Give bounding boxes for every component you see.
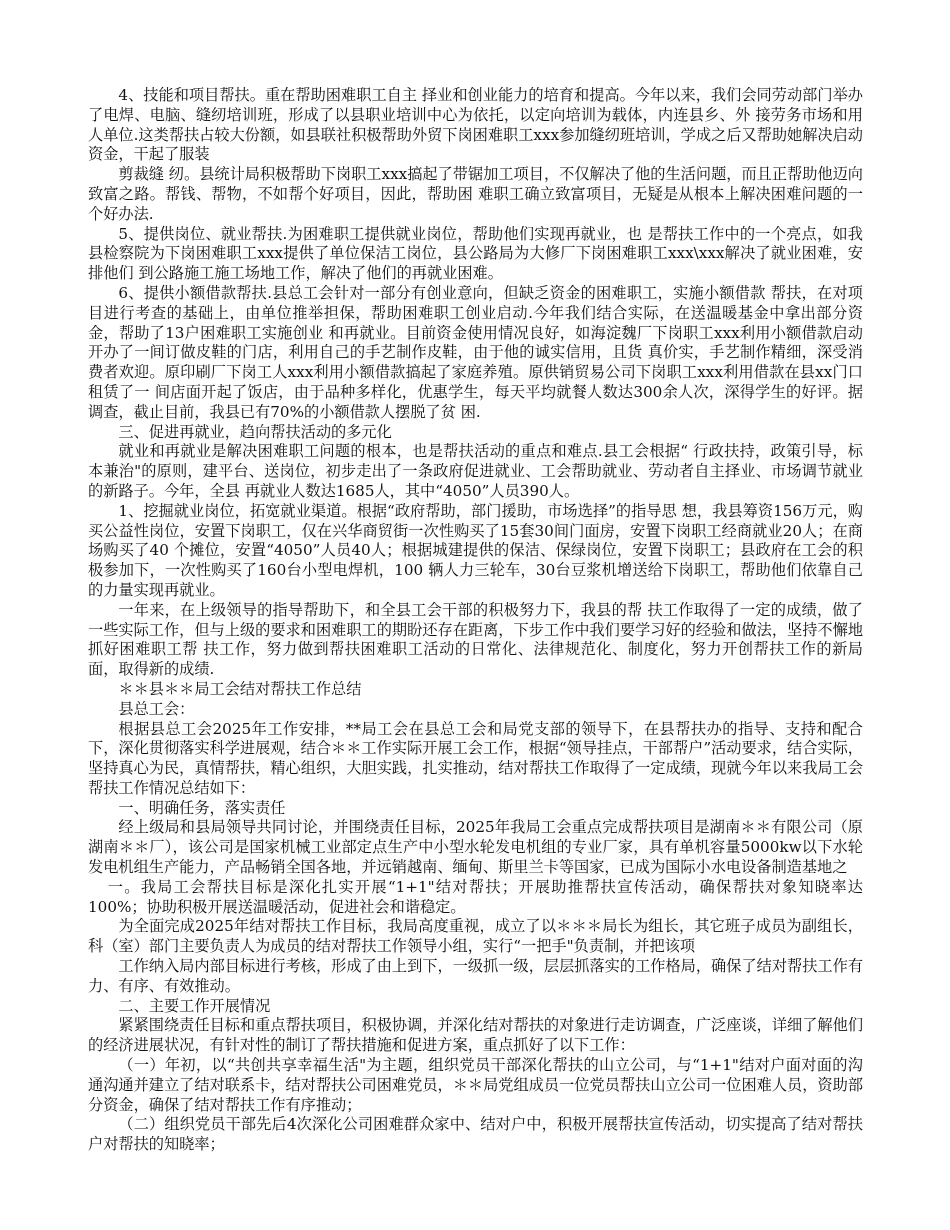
paragraph-item-one: （一）年初，以“共创共享幸福生活"为主题，组织党员干部深化帮扶的山立公司，与“1+1"结对户面对面的沟通沟通并建立了结对联系卡，结对帮扶公司困难党员，＊＊局党组成员一位党员帮扶山立公司一位困难人员，资助部分资金，确保了结对帮扶工作有序推动； — [88, 1056, 863, 1114]
section-heading-reemployment: 三、促进再就业，趋向帮扶活动的多元化 — [118, 422, 392, 441]
paragraph-work-plan: 根据县总工会2025年工作安排，**局工会在县总工会和局党支部的领导下，在县帮扶办的指导、支持和配合下，深化贯彻落实科学进展观，结合＊＊工作实际开展工会工作，根据“领导挂点，干部帮户”活动要求，结合实际，坚持真心为民，真情帮扶，精心组织，大胆实践，扎实推动，结对帮扶工作取得了一定成绩，现就今年以来我局工会帮扶工作情况总结如下： — [88, 719, 863, 797]
section-heading-tasks: 一、明确任务，落实责任 — [118, 798, 286, 817]
paragraph-assessment: 工作纳入局内部目标进行考核，形成了由上到下，一级抓一级，层层抓落实的工作格局，确保了结对帮扶工作有力、有序、有效推动。 — [88, 957, 863, 995]
paragraph-reemployment-intro: 就业和再就业是解决困难职工问题的根本，也是帮扶活动的重点和难点.县工会根据“ 行政扶持，政策引导，标本兼治"的原则，建平台、送岗位，初步走出了一条政府促进就业、工会帮助就业、劳动者自主择业、市场调节就业的新路子。今年，全县 再就业人数达1685人，其中“4050”人员390人。 — [88, 442, 863, 500]
paragraph-job-channels: 1、挖掘就业岗位，拓宽就业渠道。根据“政府帮助，部门援助，市场选择”的指导思 想，我县筹资156万元，购买公益性岗位，安置下岗职工，仅在兴华商贸街一次性购买了15套30间门面房，安置下岗职工经商就业20人；在商场购买了40 个摊位，安置“4050”人员40人；根据城建提供的保洁、保绿岗位，安置下岗职工；县政府在工会的积极参加下，一次性购买了160台小型电焊机，100 辆人力三轮车，30台豆浆机增送给下岗职工，帮助他们依靠自己的力量实现再就业。 — [88, 501, 863, 599]
document-title-second: ＊＊县＊＊局工会结对帮扶工作总结 — [118, 679, 362, 698]
section-heading-main-work: 二、主要工作开展情况 — [118, 996, 271, 1015]
paragraph-job-support: 5、提供岗位、就业帮扶.为困难职工提供就业岗位，帮助他们实现再就业，也 是帮扶工作中的一个亮点，如我县检察院为下岗困难职工xxx提供了单位保洁工岗位，县公路局为大修厂下岗困难职工xxx\xxx解决了就业困难，安排他们 到公路施工施工场地工作，解决了他们的再就业困难。 — [88, 224, 863, 283]
paragraph-year-summary: 一年来，在上级领导的指导帮助下，和全县工会干部的积极努力下，我县的帮 扶工作取得了一定的成绩，做了一些实际工作，但与上级的要求和困难职工的期盼还存在距离，下步工作中我们要学习好的经验和做法，坚持不懈地抓好困难职工帮 扶工作，努力做到帮扶困难职工活动的日常化、法律规范化、制度化，努力开创帮扶工作的新局面，取得新的成绩. — [88, 600, 863, 679]
paragraph-skills-support: 4、技能和项目帮扶。重在帮助困难职工自主 择业和创业能力的培育和提高。今年以来，我们会同劳动部门举办了电焊、电脑、缝纫培训班，形成了以县职业培训中心为依托，以定向培训为载体，内连县乡、外 接劳务市场和用人单位.这类帮扶占较大份额，如县联社积极帮助外贸下岗困难职工xxx参加缝纫班培训，学成之后又帮助她解决启动资金，干起了服装 — [88, 86, 863, 164]
paragraph-support-goals: 一。我局工会帮扶目标是深化扎实开展“1+1"结对帮扶；开展助推帮扶宣传活动，确保帮扶对象知晓率达100%；协助积极开展送温暖活动，促进社会和谐稳定。 — [88, 877, 863, 916]
paragraph-company-profile: 经上级局和县局领导共同讨论，并围绕责任目标，2025年我局工会重点完成帮扶项目是湖南＊＊有限公司（原湖南＊＊厂），该公司是国家机械工业部定点生产中小型水轮发电机组的专业厂家，具有单机容量5000kw以下水轮发电机组生产能力，产品畅销全国各地，并远销越南、缅甸、斯里兰卡等国家，已成为国际小水电设备制造基地之 — [88, 818, 863, 877]
paragraph-leadership-group: 为全面完成2025年结对帮扶工作目标，我局高度重视，成立了以＊＊＊局长为组长，其它班子成员为副组长，科（室）部门主要负责人为成员的结对帮扶工作领导小组，实行“一把手"负责制，并把该项 — [88, 917, 863, 956]
salutation: 县总工会： — [118, 699, 195, 718]
paragraph-microloan-support: 6、提供小额借款帮扶.县总工会针对一部分有创业意向，但缺乏资金的困难职工，实施小额借款 帮扶，在对项目进行考查的基础上，由单位推举担保，帮助困难职工创业启动.今年我们结合实际，在送温暖基金中拿出部分资金，帮助了13户困难职工实施创业 和再就业。目前资金使用情况良好，如海淀魏厂下岗职工xxx利用小额借款启动开办了一间订做皮鞋的门店，利用自己的手艺制作皮鞋，由于他的诚实信用，且货 真价实，手艺制作精细，深受消费者欢迎。原印刷厂下岗工人xxx利用小额借款搞起了家庭养殖。原供销贸易公司下岗职工xxx利用借款在县xx门口租赁了一 间店面开起了饭店，由于品种多样化，优惠学生，每天平均就餐人数达300余人次，深得学生的好评。据调查，截止目前，我县已有70%的小额借款人摆脱了贫 困. — [88, 283, 863, 421]
paragraph-item-two: （二）组织党员干部先后4次深化公司困难群众家中、结对户中，积极开展帮扶宣传活动，切实提高了结对帮扶户对帮扶的知晓率； — [88, 1115, 863, 1154]
document-page — [88, 86, 863, 1155]
paragraph-project-support: 剪裁缝 纫。县统计局积极帮助下岗职工xxx搞起了带锯加工项目，不仅解决了他的生活问题，而且正帮助他迈向致富之路。帮钱、帮物，不如帮个好项目，因此，帮助困 难职工确立致富项目，无疑是从根本上解决困难问题的一个好办法. — [88, 165, 863, 223]
paragraph-visits: 紧紧围绕责任目标和重点帮扶项目，积极协调，并深化结对帮扶的对象进行走访调查，广泛座谈，详细了解他们的经济进展状况，有针对性的制订了帮扶措施和促进方案，重点抓好了以下工作： — [88, 1016, 863, 1055]
